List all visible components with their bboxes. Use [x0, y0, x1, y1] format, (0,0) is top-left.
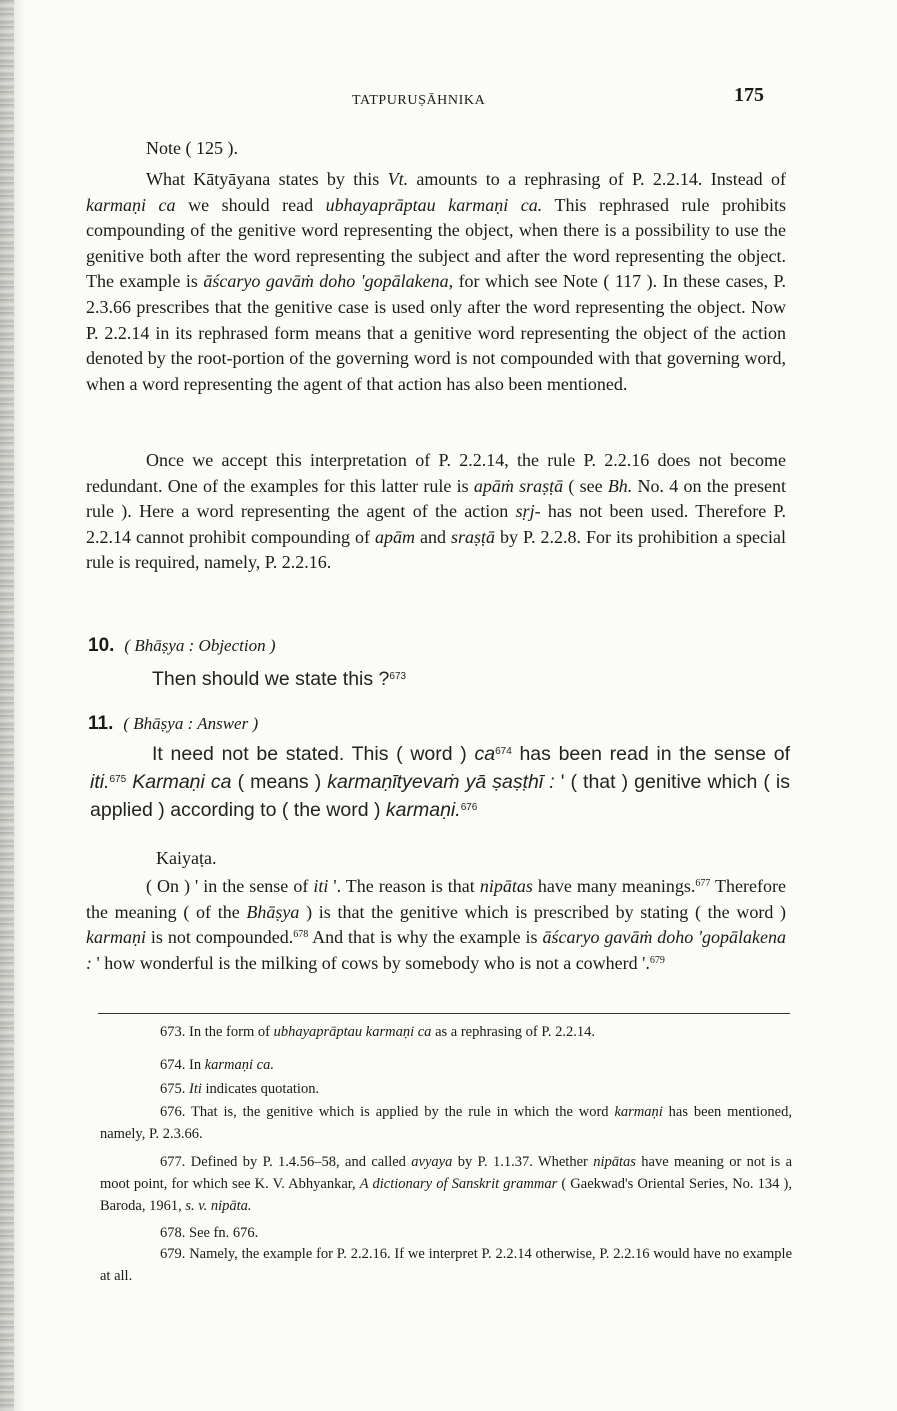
paragraph-note-125: What Kātyāyana states by this Vt. amounts to a rephrasing of P. 2.2.14. Instead of karmaṇi ca we should read ubhayaprāptau karmaṇi ca. This rephrased rule prohibits compounding of the genitive word representing the object, when there is a possibility to use the genitive both after the word representing the subject and after the word representing the object. The example is āścaryo gavāṁ doho 'gopālakena, for which see Note ( 117 ). In these cases, P. 2.3.66 prescribes that the genitive case is used only after the word representing the object. Now P. 2.2.14 in its rephrased form means that a genitive word representing the object of the action denoted by the root-portion of the governing word is not compounded with that governing word, when a word representing the agent of that action has also been mentioned. [86, 169, 787, 394]
section-10-text: Then should we state this ?$^{673}$ [152, 668, 407, 690]
footnote-674: 674. In karmaṇi ca. [160, 1057, 274, 1073]
footnote-676: 676. That is, the genitive which is applied by the rule in which the word karmaṇi has been mentioned, namely, P. 2.3.66. [100, 1104, 792, 1142]
running-title: TATPURUṢĀHNIKA [352, 93, 486, 108]
footnote-677: 677. Defined by P. 1.4.56–58, and called avyaya by P. 1.1.37. Whether nipātas have meaning or not is a moot point, for which see K. V. Abhyankar, A dictionary of Sanskrit grammar ( Gaekwad's Oriental Series, No. 134 ), Baroda, 1961, s. v. nipāta. [100, 1154, 793, 1214]
section-number: 11. [88, 713, 114, 734]
footnote-675: 675. Iti indicates quotation. [160, 1081, 320, 1097]
footnote-679: 679. Namely, the example for P. 2.2.16. If we interpret P. 2.2.14 otherwise, P. 2.2.16 would have no example at all. [100, 1246, 793, 1284]
note-heading: Note ( 125 ). [146, 138, 238, 158]
section-10-heading: 10. ( Bhāṣya : Objection ) [88, 635, 276, 656]
section-11-text: It need not be stated. This ( word ) $ca^{674}$ has been read in the sense of iti.$^{675}$ Karmaṇi ca ( means ) karmaṇītyevaṁ yā ṣaṣṭhī : ' ( that ) genitive which ( is applied ) according to ( the word ) karmaṇi.$^{676}$ [90, 743, 791, 821]
scanned-binding-edge [0, 0, 26, 1411]
paragraph-kaiyata: ( On ) ' in the sense of iti '. The reason is that nipātas have many meanings.$^{677}$ Therefore the meaning ( of the Bhāṣya ) is that the genitive which is prescribed by stating ( the word ) karmaṇi is not compounded.$^{678}$ And that is why the example is āścaryo gavāṁ doho 'gopālakena : ' how wonderful is the milking of cows by somebody who is not a cowherd '.$^{679}$ [86, 876, 787, 973]
section-number: 10. [88, 635, 115, 656]
footnote-ref-676: 676 [460, 802, 478, 813]
kaiyata-heading: Kaiyaṭa. [156, 848, 217, 868]
paragraph-interpretation: Once we accept this interpretation of P. 2.2.14, the rule P. 2.2.16 does not become redundant. One of the examples for this latter rule is apāṁ sraṣṭā ( see Bh. No. 4 on the present rule ). Here a word representing the agent of the action sṛj- has not been used. Therefore P. 2.2.14 cannot prohibit compounding of apām and sraṣṭā by P. 2.2.8. For its prohibition a special rule is required, namely, P. 2.2.16. [86, 450, 787, 573]
footnote-ref-673: 673 [389, 671, 407, 682]
footnote-ref-674: 674 [495, 746, 512, 757]
page-number: 175 [734, 84, 764, 106]
section-11-heading: 11. ( Bhāṣya : Answer ) [88, 713, 259, 734]
footnote-divider [98, 1013, 790, 1014]
footnote-ref-675: 675 [109, 774, 127, 785]
footnote-678: 678. See fn. 676. [160, 1225, 259, 1241]
footnote-673: 673. In the form of ubhayaprāptau karmaṇi ca as a rephrasing of P. 2.2.14. [160, 1024, 595, 1040]
